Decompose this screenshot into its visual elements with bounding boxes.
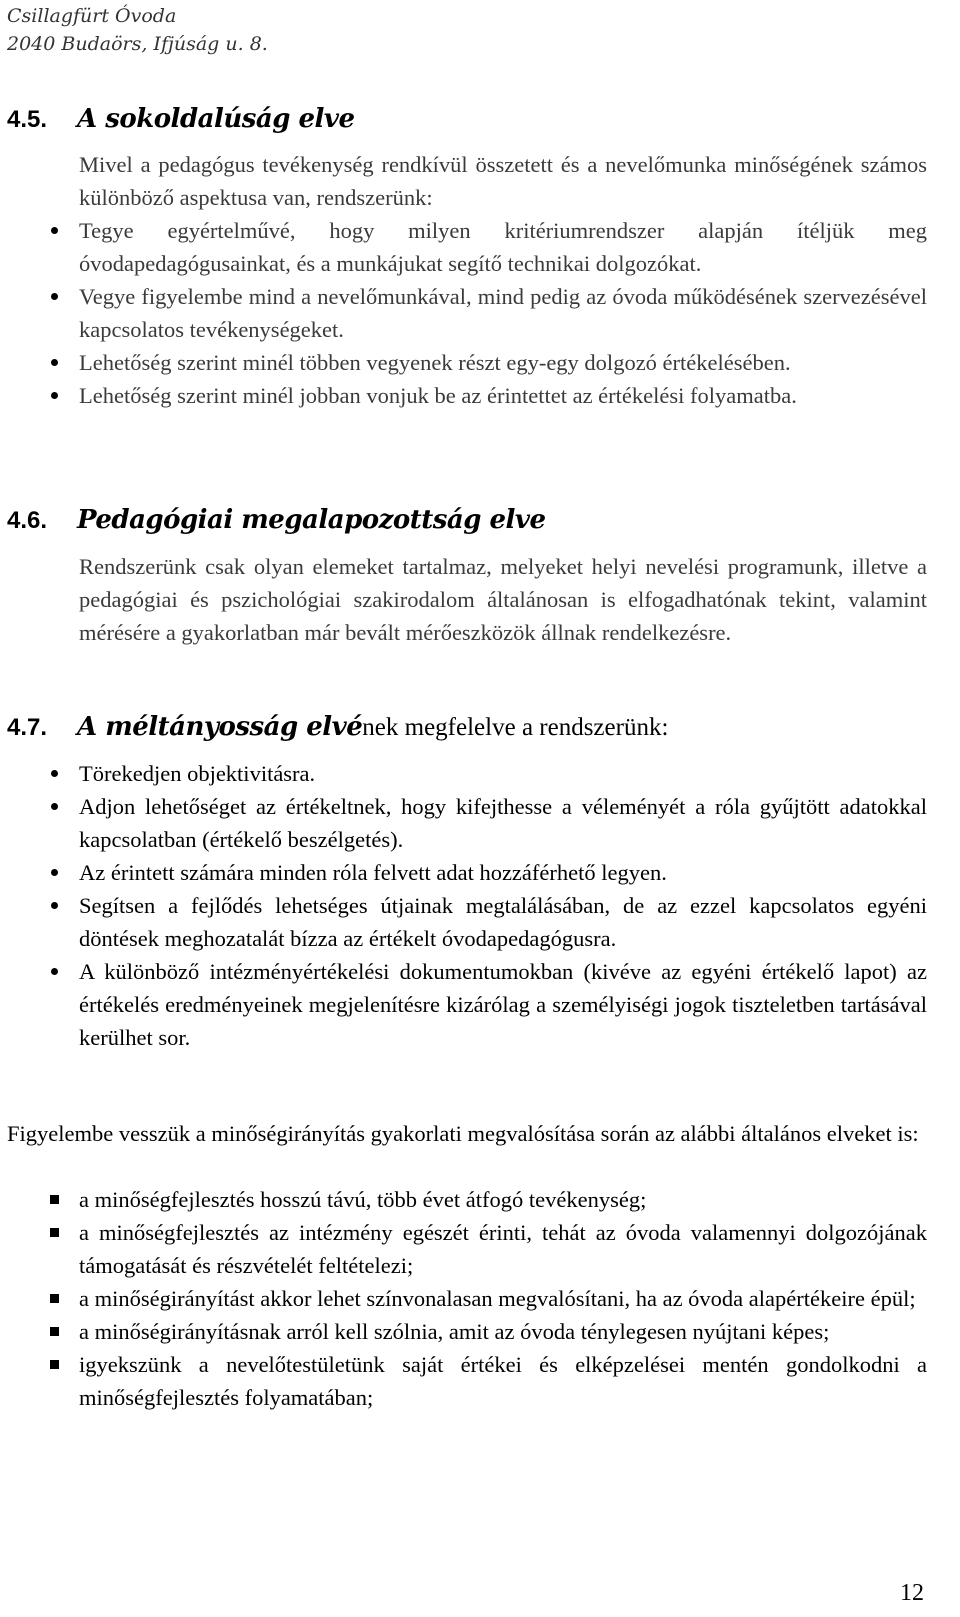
- bullet-dot-icon: [46, 790, 62, 823]
- list-item-text: Az érintett számára minden róla felvett adat hozzáférhető legyen.: [79, 860, 667, 885]
- section-number: 4.6.: [7, 507, 48, 534]
- list-item: [79, 1348, 927, 1414]
- section-title-tail: nek megfelelve a rendszerünk:: [362, 714, 669, 741]
- list-item-text: Törekedjen objektivitásra.: [79, 761, 316, 786]
- section-title: A méltányosság elvé: [77, 712, 363, 742]
- section-4-5-heading: [7, 104, 355, 134]
- page-number: 12: [900, 1580, 924, 1606]
- page-header: [7, 2, 268, 58]
- list-item: [79, 1183, 927, 1216]
- header-institution-name: Csillagfürt Óvoda: [7, 5, 177, 27]
- section-4-6-body: [79, 550, 927, 649]
- bullet-dot-icon: [46, 379, 62, 412]
- list-item-text: Tegye egyértelművé, hogy milyen kritériumrendszer alapján ítéljük meg óvodapedagógusainkat, és a munkájukat segítő technikai dolgozókat.: [79, 218, 927, 276]
- list-item-text: Segítsen a fejlődés lehetséges útjainak megtalálásában, de az ezzel kapcsolatos egyéni döntések meghozatalát bízza az értékelt óvodapedagógusra.: [79, 893, 927, 951]
- bullet-dot-icon: [46, 214, 62, 247]
- list-item: [79, 889, 927, 955]
- general-principles-intro: Figyelembe vesszük a minőségirányítás gyakorlati megvalósítása során az alábbi általános elveket is:: [7, 1121, 919, 1146]
- bullet-dot-icon: [46, 280, 62, 313]
- section-4-6-heading: [7, 505, 546, 535]
- bullet-dot-icon: [46, 346, 62, 379]
- bullet-square-icon: [46, 1183, 62, 1216]
- list-item-text: Adjon lehetőséget az értékeltnek, hogy kifejthesse a véleményét a róla gyűjtött adatokkal kapcsolatban (értékelő beszélgetés).: [79, 794, 927, 852]
- list-item: [79, 1282, 927, 1315]
- list-item: [79, 856, 927, 889]
- list-item: [79, 346, 927, 379]
- general-principles-list: [79, 1183, 927, 1414]
- list-item: [79, 1315, 927, 1348]
- list-item: [79, 379, 927, 412]
- bullet-square-icon: [46, 1282, 62, 1315]
- list-item-text: a minőségfejlesztés az intézmény egészét érinti, tehát az óvoda valamennyi dolgozójának támogatását és részvételét feltételezi;: [79, 1220, 927, 1278]
- bullet-dot-icon: [46, 955, 62, 988]
- list-item: [79, 1216, 927, 1282]
- list-item-text: Lehetőség szerint minél többen vegyenek részt egy-egy dolgozó értékelésében.: [79, 350, 791, 375]
- bullet-square-icon: [46, 1348, 62, 1381]
- list-item-text: a minőségirányítást akkor lehet színvonalasan megvalósítani, ha az óvoda alapértékeire épül;: [79, 1286, 916, 1311]
- header-address: 2040 Budaörs, Ifjúság u. 8.: [7, 33, 268, 55]
- list-item-text: igyekszünk a nevelőtestületünk saját értékei és elképzelései mentén gondolkodni a minőségfejlesztés folyamatában;: [79, 1352, 927, 1410]
- bullet-dot-icon: [46, 757, 62, 790]
- list-item-text: A különböző intézményértékelési dokumentumokban (kivéve az egyéni értékelő lapot) az értékelés eredményeinek megjelenítésre kizárólag a személyiségi jogok tiszteletben tartásával kerülhet sor.: [79, 959, 927, 1050]
- bullet-dot-icon: [46, 856, 62, 889]
- list-item: [79, 955, 927, 1054]
- section-intro: Mivel a pedagógus tevékenység rendkívül összetett és a nevelőmunka minőségének számos különböző aspektusa van, rendszerünk:: [79, 152, 927, 210]
- bullet-dot-icon: [46, 889, 62, 922]
- list-item-text: a minőségirányításnak arról kell szólnia, amit az óvoda ténylegesen nyújtani képes;: [79, 1319, 830, 1344]
- list-item-text: Vegye figyelembe mind a nevelőmunkával, mind pedig az óvoda működésének szervezésével kapcsolatos tevékenységeket.: [79, 284, 927, 342]
- list-item: [79, 280, 927, 346]
- section-title: A sokoldalúság elve: [77, 104, 355, 134]
- section-title: Pedagógiai megalapozottság elve: [77, 505, 546, 535]
- bullet-square-icon: [46, 1216, 62, 1249]
- section-paragraph: Rendszerünk csak olyan elemeket tartalmaz, melyeket helyi nevelési programunk, illetve a pedagógiai és pszichológiai szakirodalom általánosan is elfogadhatónak tekint, valamint mérésére a gyakorlatban már bevált mérőeszközök állnak rendelkezésre.: [79, 554, 927, 645]
- section-4-7-list: [79, 757, 927, 1054]
- list-item-text: Lehetőség szerint minél jobban vonjuk be az érintettet az értékelési folyamatba.: [79, 383, 797, 408]
- section-4-7-heading: [7, 712, 668, 742]
- section-4-5-body: [79, 148, 927, 412]
- list-item-text: a minőségfejlesztés hosszú távú, több évet átfogó tevékenység;: [79, 1187, 647, 1212]
- section-number: 4.7.: [7, 714, 48, 741]
- list-item: [79, 790, 927, 856]
- list-item: [79, 757, 927, 790]
- section-number: 4.5.: [7, 106, 48, 133]
- list-item: [79, 214, 927, 280]
- bullet-square-icon: [46, 1315, 62, 1348]
